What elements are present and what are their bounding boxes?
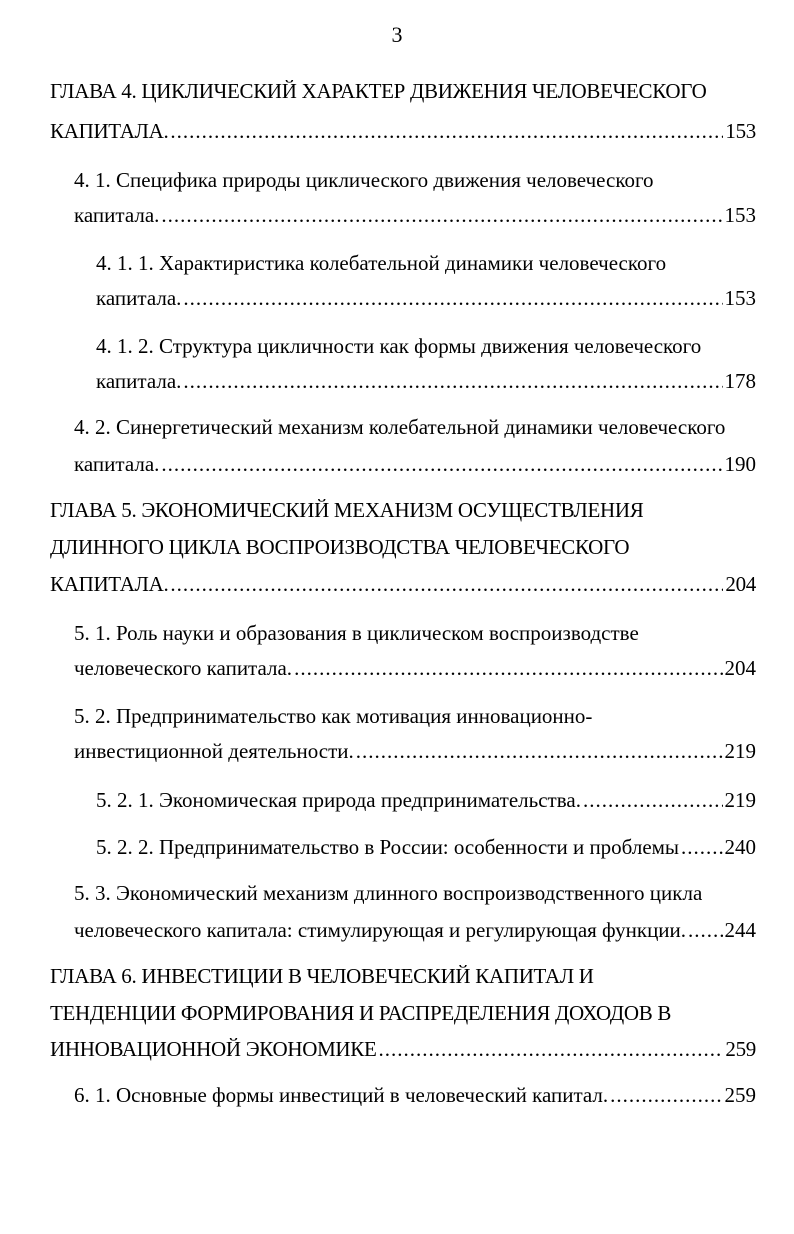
toc-page-number: 204 <box>725 572 756 596</box>
toc-section-4-2-entry[interactable] <box>74 451 756 477</box>
toc-entry-text: КАПИТАЛА. <box>50 119 169 143</box>
toc-page-number: 190 <box>724 452 756 476</box>
toc-entry-text: капитала. <box>74 203 160 227</box>
toc-entry-text: человеческого капитала. <box>74 656 293 680</box>
toc-entry-text: КАПИТАЛА. <box>50 572 169 596</box>
toc-entry-text: капитала. <box>96 286 182 310</box>
toc-section-5-2-title: 5. 2. Предпринимательство как мотивация инновационно- <box>74 704 593 728</box>
toc-entry-text: ИННОВАЦИОННОЙ ЭКОНОМИКЕ <box>50 1037 377 1061</box>
page-number: 3 <box>391 22 403 47</box>
toc-entry-text: 5. 2. 2. Предпринимательство в России: особенности и проблемы <box>96 835 680 859</box>
toc-section-4-1-1-entry[interactable] <box>96 285 756 311</box>
toc-page-number: 244 <box>724 918 756 942</box>
toc-section-4-1-title: 4. 1. Специфика природы циклического движения человеческого <box>74 168 654 192</box>
toc-entry-text: 6. 1. Основные формы инвестиций в человеческий капитал. <box>74 1083 609 1107</box>
toc-section-5-2-entry[interactable] <box>74 738 756 764</box>
toc-page-number: 153 <box>724 286 756 310</box>
dot-leader <box>183 285 722 311</box>
dot-leader <box>170 571 723 597</box>
toc-section-4-1-2-title: 4. 1. 2. Структура цикличности как формы движения человеческого <box>96 334 702 358</box>
toc-section-5-1-entry[interactable] <box>74 655 756 681</box>
toc-section-5-3-title: 5. 3. Экономический механизм длинного воспроизводственного цикла <box>74 881 703 905</box>
toc-page-number: 219 <box>724 788 756 812</box>
dot-leader <box>161 451 722 477</box>
toc-chapter-5-title-line-1: ГЛАВА 5. ЭКОНОМИЧЕСКИЙ МЕХАНИЗМ ОСУЩЕСТВЛЕНИЯ <box>50 498 644 522</box>
dot-leader <box>681 834 722 860</box>
toc-section-4-1-1-title: 4. 1. 1. Характиристика колебательной динамики человеческого <box>96 251 667 275</box>
dot-leader <box>610 1082 722 1108</box>
toc-page-number: 240 <box>724 835 756 859</box>
dot-leader <box>379 1036 724 1062</box>
dot-leader <box>170 118 723 144</box>
toc-chapter-5-entry[interactable] <box>50 571 756 597</box>
toc-page-number: 178 <box>724 369 756 393</box>
toc-section-4-1-entry[interactable] <box>74 202 756 228</box>
dot-leader <box>356 738 723 764</box>
toc-chapter-6-title-line-2: ТЕНДЕНЦИИ ФОРМИРОВАНИЯ И РАСПРЕДЕЛЕНИЯ ДОХОДОВ В <box>50 1001 672 1025</box>
toc-chapter-6-title-line-1: ГЛАВА 6. ИНВЕСТИЦИИ В ЧЕЛОВЕЧЕСКИЙ КАПИТАЛ И <box>50 964 594 988</box>
toc-section-6-1-entry[interactable] <box>74 1082 756 1108</box>
toc-page-number: 259 <box>724 1083 756 1107</box>
toc-section-5-1-title: 5. 1. Роль науки и образования в циклическом воспроизводстве <box>74 621 639 645</box>
toc-section-4-2-title: 4. 2. Синергетический механизм колебательной динамики человеческого <box>74 415 726 439</box>
toc-section-4-1-2-entry[interactable] <box>96 368 756 394</box>
toc-chapter-6-entry[interactable] <box>50 1036 756 1062</box>
dot-leader <box>161 202 722 228</box>
toc-entry-text: капитала. <box>74 452 160 476</box>
toc-section-5-2-1-entry[interactable] <box>96 787 756 813</box>
toc-page-number: 219 <box>724 739 756 763</box>
toc-page-number: 153 <box>724 203 756 227</box>
toc-page-number: 204 <box>724 656 756 680</box>
toc-entry-text: 5. 2. 1. Экономическая природа предпринимательства. <box>96 788 581 812</box>
dot-leader <box>583 787 723 813</box>
toc-page-number: 259 <box>725 1037 756 1061</box>
toc-chapter-4-title: ГЛАВА 4. ЦИКЛИЧЕСКИЙ ХАРАКТЕР ДВИЖЕНИЯ ЧЕЛОВЕЧЕСКОГО <box>50 79 707 103</box>
toc-entry-text: капитала. <box>96 369 182 393</box>
toc-page-number: 153 <box>725 119 756 143</box>
dot-leader <box>688 917 722 943</box>
dot-leader <box>294 655 722 681</box>
toc-chapter-5-title-line-2: ДЛИННОГО ЦИКЛА ВОСПРОИЗВОДСТВА ЧЕЛОВЕЧЕСКОГО <box>50 535 630 559</box>
toc-section-5-3-entry[interactable] <box>74 917 756 943</box>
toc-entry-text: человеческого капитала: стимулирующая и регулирующая функции. <box>74 918 687 942</box>
toc-entry-text: инвестиционной деятельности. <box>74 739 354 763</box>
toc-section-5-2-2-entry[interactable] <box>96 834 756 860</box>
toc-chapter-4-entry[interactable] <box>50 118 756 144</box>
dot-leader <box>183 368 722 394</box>
